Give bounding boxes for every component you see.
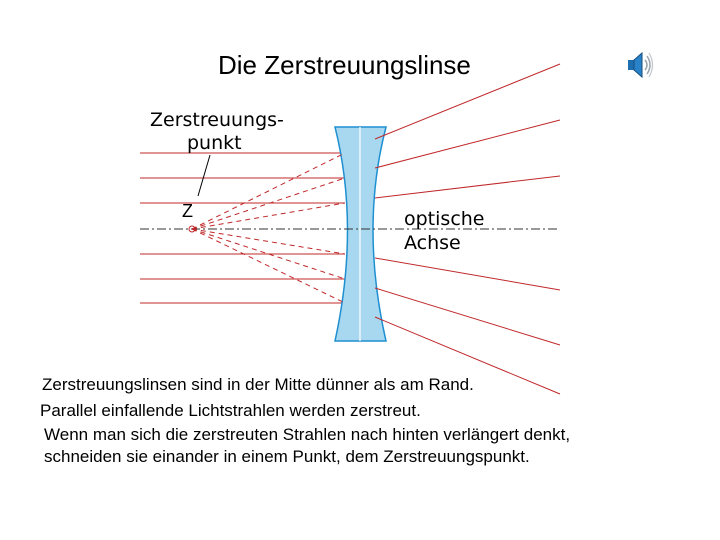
body-text-line: Parallel einfallende Lichtstrahlen werden zerstreut. [40, 401, 421, 420]
optical-axis-label-line2: Achse [404, 232, 461, 254]
incoming-rays [140, 153, 345, 303]
z-label: Z [182, 201, 193, 221]
label-leader-line [198, 155, 210, 196]
body-text-line: Zerstreuungslinsen sind in der Mitte dünner als am Rand. [42, 375, 474, 394]
body-text-line: schneiden sie einander in einem Punkt, dem Zerstreuungspunkt. [44, 447, 530, 466]
virtual-rays [192, 153, 345, 303]
optical-axis-label-line1: optische [404, 208, 485, 230]
body-text-line: Wenn man sich die zerstreuten Strahlen nach hinten verlängert denkt, [44, 425, 571, 444]
zerstreuungspunkt-label-line2: punkt [187, 132, 242, 154]
zerstreuungspunkt-label-line1: Zerstreuungs- [150, 109, 284, 131]
page-title: Die Zerstreuungslinse [218, 50, 471, 80]
